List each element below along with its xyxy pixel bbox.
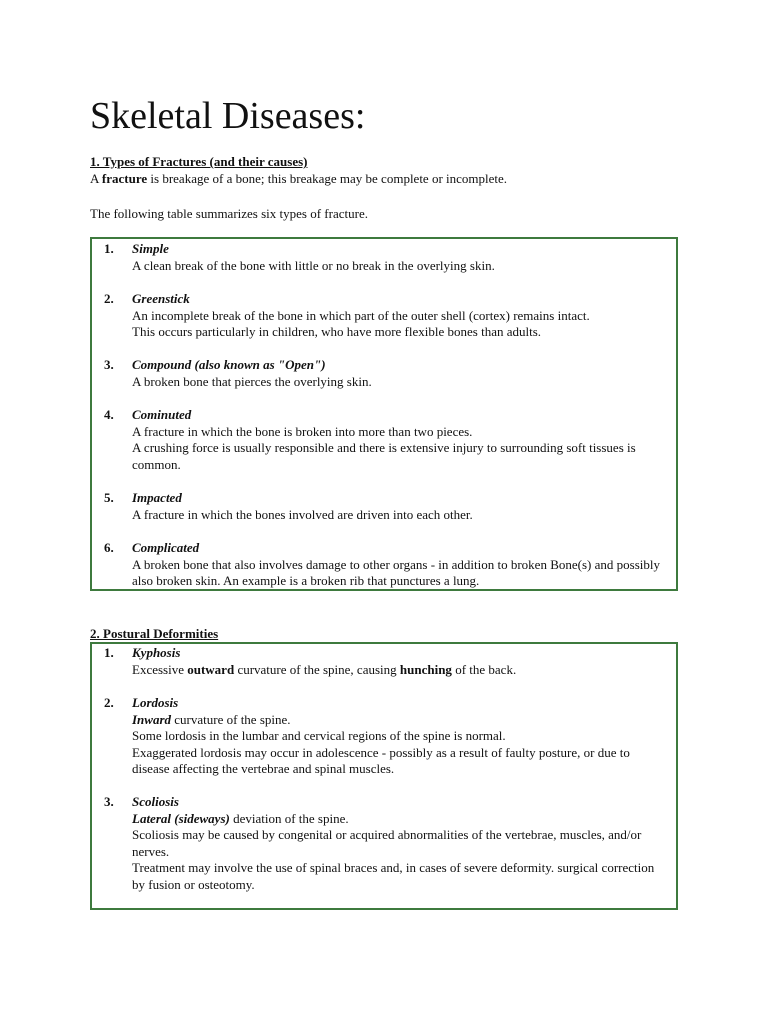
- item-number: 4.: [104, 407, 114, 422]
- item-number: 2.: [104, 291, 114, 306]
- fracture-term: fracture: [101, 171, 148, 186]
- fracture-definition: A fracture is breakage of a bone; this breakage may be complete or incomplete.: [90, 171, 508, 186]
- table-intro: The following table summarizes six types of fracture.: [90, 206, 368, 221]
- item-term: Compound (also known as "Open"): [132, 357, 326, 372]
- fracture-table: 1. Simple A clean break of the bone with little or no break in the overlying skin. 2. Greenstick An incomplete break of the bone in which part of the outer shell (cortex) remains intact. This occurs particularly in children, who have more flexible bones than adults. 3. Compound (also known as "Open") A broken bone that pierces the overlying skin. 4. Cominuted A fracture in which the bone is broken into more than two pieces. A crushing force is usually responsible and there is extensive injury to surrounding soft tissues is common. 5. Impacted A fracture in which the bones involved are driven into each other. 6. Complicated A broken bone that also involves damage to other organs - in addition to broken Bone(s) and possibly also broken skin. An example is a broken rib that punctures a lung.: [90, 237, 678, 591]
- item-number: 2.: [104, 695, 114, 710]
- item-term: Lordosis: [132, 695, 179, 710]
- item-term: Impacted: [132, 490, 182, 505]
- item-number: 5.: [104, 490, 114, 505]
- postural-table: 1. Kyphosis Excessive outward curvature of the spine, causing hunching of the back. 2. Lordosis Inward curvature of the spine. Some lordosis in the lumbar and cervical regions of the spine is normal. Exaggerated lordosis may occur in adolescence - possibly as a result of faulty posture, or due to disease affecting the vertebrae and spinal muscles. 3. Scoliosis Lateral (sideways) deviation of the spine. Scoliosis may be caused by congenital or acquired abnormalities of the vertebrae, muscles, and/or nerves. Treatment may involve the use of spinal braces and, in cases of severe deformity. surgical correction by fusion or osteotomy.: [90, 642, 678, 910]
- item-number: 3.: [104, 357, 114, 372]
- item-term: Scoliosis: [132, 794, 179, 809]
- section-heading-fractures: 1. Types of Fractures (and their causes): [90, 154, 308, 169]
- item-term: Cominuted: [132, 407, 192, 422]
- item-term: Greenstick: [132, 291, 190, 306]
- page-title: Skeletal Diseases:: [90, 95, 366, 137]
- item-term: Kyphosis: [132, 645, 181, 660]
- item-term: Simple: [132, 241, 169, 256]
- item-term: Complicated: [132, 540, 200, 555]
- section-heading-postural: 2. Postural Deformities: [90, 626, 219, 641]
- item-number: 6.: [104, 540, 114, 555]
- item-number: 3.: [104, 794, 114, 809]
- item-number: 1.: [104, 645, 114, 660]
- item-number: 1.: [104, 241, 114, 256]
